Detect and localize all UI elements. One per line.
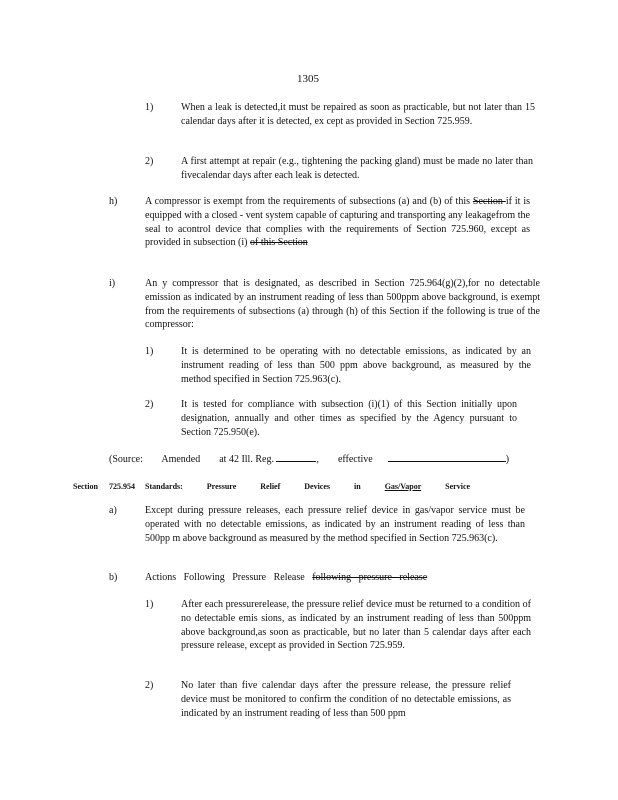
- paragraph-b: [145, 571, 525, 585]
- item-label: b): [109, 572, 118, 583]
- paragraph-h-text-b: if it is equipped with a closed - vent system capable of capturing and transporting any leakagefrom the seal to acontrol device that complies with the requirements of Section 725.960, except as provided in subsection (i): [145, 196, 531, 249]
- section-title-underlined: Gas/Vapor: [384, 482, 422, 491]
- blank-line: [276, 452, 316, 462]
- paragraph-h-text-a: A compressor is exempt from the requirements of subsections (a) and (b) of this: [145, 196, 470, 207]
- source-note: (Source: Amended at 42 Ill. Reg. , effective ): [109, 454, 510, 465]
- section-title: [145, 481, 470, 492]
- paragraph-b-text: Actions Following Pressure Release: [145, 572, 305, 583]
- item-label: i): [109, 278, 116, 289]
- paragraph-i: An y compressor that is designated, as described in Section 725.964(g)(2),for no detectable emission as indicated by an instrument reading of less than 500ppm above background, is exempt from the requirements of subsections (a) through (h) of this Section if the following is true of the compressor:: [145, 278, 540, 331]
- item-label: 2): [145, 680, 154, 691]
- item-label: 2): [145, 399, 154, 410]
- paragraph-a: Except during pressure releases, each pressure relief device in gas/vapor service must be operated with no detectable emissions, as indicated by an instrument reading of less than 500pp m above background as measured by the method specified in Section 725.963(c).: [145, 505, 525, 544]
- item-label: 1): [145, 599, 154, 610]
- paragraph-i1: It is determined to be operating with no detectable emissions, as indicated by an instrument reading of less than 500 ppm above background, as measured by the method specified in Section 725.963(c).: [181, 346, 531, 385]
- section-label: Section: [73, 482, 98, 491]
- item-label: 1): [145, 102, 154, 113]
- section-title-text: Standards: Pressure Relief Devices in: [145, 482, 361, 491]
- source-open: (Source:: [109, 454, 143, 465]
- source-amended: Amended: [161, 454, 201, 465]
- paragraph-g2: A first attempt at repair (e.g., tightening the packing gland) must be made no later than fivecalendar days after each leak is detected.: [181, 156, 533, 181]
- item-label: 2): [145, 156, 154, 167]
- struck-text: Section: [472, 196, 506, 207]
- paragraph-h: [145, 195, 530, 250]
- section-title-end: Service: [445, 482, 471, 491]
- page-number: 1305: [297, 73, 319, 85]
- paragraph-b2: No later than five calendar days after the pressure release, the pressure relief device must be monitored to confirm the condition of no detectable emissions, as indicated by an instrument reading of less than 500 ppm: [181, 680, 511, 719]
- item-label: h): [109, 196, 118, 207]
- item-label: a): [109, 505, 117, 516]
- paragraph-i2: It is tested for compliance with subsection (i)(1) of this Section initially upon designation, annually and other times as specified by the Agency pursuant to Section 725.950(e).: [181, 399, 517, 438]
- item-label: 1): [145, 346, 154, 357]
- struck-text: following pressure release: [312, 572, 428, 583]
- source-effective: effective: [337, 454, 373, 465]
- paragraph-b1: After each pressurerelease, the pressure relief device must be returned to a condition of no detectable emis sions, as indicated by an instrument reading of less than 500ppm above background,as soon as practicable, but no later than 5 calendar days after each pressure release, except as provided in Section 725.959.: [181, 599, 531, 652]
- section-number: 725.954: [109, 482, 135, 491]
- source-close: ): [505, 454, 510, 465]
- blank-line: [388, 452, 506, 462]
- source-at-reg: at 42 Ill. Reg.: [219, 454, 274, 465]
- paragraph-g1: When a leak is detected,it must be repaired as soon as practicable, but not later than 15 calendar days after it is detected, ex cept as provided in Section 725.959.: [181, 102, 535, 127]
- struck-text: of this Section: [249, 237, 308, 249]
